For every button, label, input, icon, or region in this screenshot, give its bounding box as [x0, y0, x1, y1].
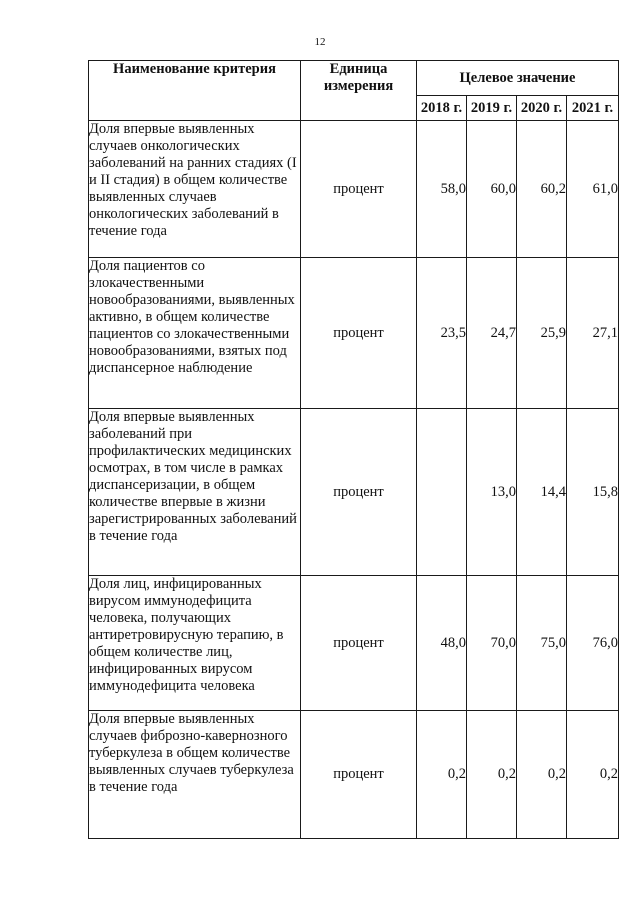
unit-cell: процент	[301, 409, 417, 576]
value-2019: 13,0	[467, 409, 517, 576]
value-2019: 0,2	[467, 711, 517, 839]
table-row	[89, 711, 619, 839]
table-row	[89, 258, 619, 409]
page-number: 12	[314, 36, 326, 48]
value-2018: 58,0	[417, 121, 467, 258]
criterion-name: Доля впервые выявленных случаев онкологических заболеваний на ранних стадиях (I и II стадия) в общем количестве выявленных случаев онкологических заболеваний в течение года	[89, 121, 301, 258]
value-2018: 48,0	[417, 576, 467, 711]
header-year-2019: 2019 г.	[467, 96, 517, 121]
table-row	[89, 576, 619, 711]
unit-cell: процент	[301, 258, 417, 409]
value-2018	[417, 409, 467, 576]
value-2021: 76,0	[567, 576, 619, 711]
unit-cell: процент	[301, 121, 417, 258]
value-2019: 24,7	[467, 258, 517, 409]
criterion-name: Доля лиц, инфицированных вирусом иммунодефицита человека, получающих антиретровирусную терапию, в общем количестве лиц, инфицированных вирусом иммунодефицита человека	[89, 576, 301, 711]
value-2018: 23,5	[417, 258, 467, 409]
value-2021: 61,0	[567, 121, 619, 258]
header-year-2018: 2018 г.	[417, 96, 467, 121]
value-2020: 14,4	[517, 409, 567, 576]
value-2021: 0,2	[567, 711, 619, 839]
value-2021: 27,1	[567, 258, 619, 409]
unit-cell: процент	[301, 711, 417, 839]
criterion-name: Доля впервые выявленных заболеваний при профилактических медицинских осмотрах, в том числе в рамках диспансеризации, в общем количестве впервые в жизни зарегистрированных заболеваний в течение года	[89, 409, 301, 576]
value-2021: 15,8	[567, 409, 619, 576]
value-2018: 0,2	[417, 711, 467, 839]
criterion-name: Доля пациентов со злокачественными новообразованиями, выявленных активно, в общем количестве пациентов со злокачественными новообразованиями, взятых под диспансерное наблюдение	[89, 258, 301, 409]
value-2019: 60,0	[467, 121, 517, 258]
unit-cell: процент	[301, 576, 417, 711]
header-target-value: Целевое значение	[417, 61, 619, 96]
value-2020: 0,2	[517, 711, 567, 839]
criterion-name: Доля впервые выявленных случаев фиброзно-кавернозного туберкулеза в общем количестве выявленных случаев туберкулеза в течение года	[89, 711, 301, 839]
table-row	[89, 409, 619, 576]
value-2020: 60,2	[517, 121, 567, 258]
header-year-2021: 2021 г.	[567, 96, 619, 121]
header-year-2020: 2020 г.	[517, 96, 567, 121]
header-unit: Единица измерения	[301, 61, 417, 121]
table-row	[89, 121, 619, 258]
value-2020: 25,9	[517, 258, 567, 409]
value-2020: 75,0	[517, 576, 567, 711]
header-criterion-name: Наименование критерия	[89, 61, 301, 121]
criteria-table	[88, 60, 619, 839]
value-2019: 70,0	[467, 576, 517, 711]
